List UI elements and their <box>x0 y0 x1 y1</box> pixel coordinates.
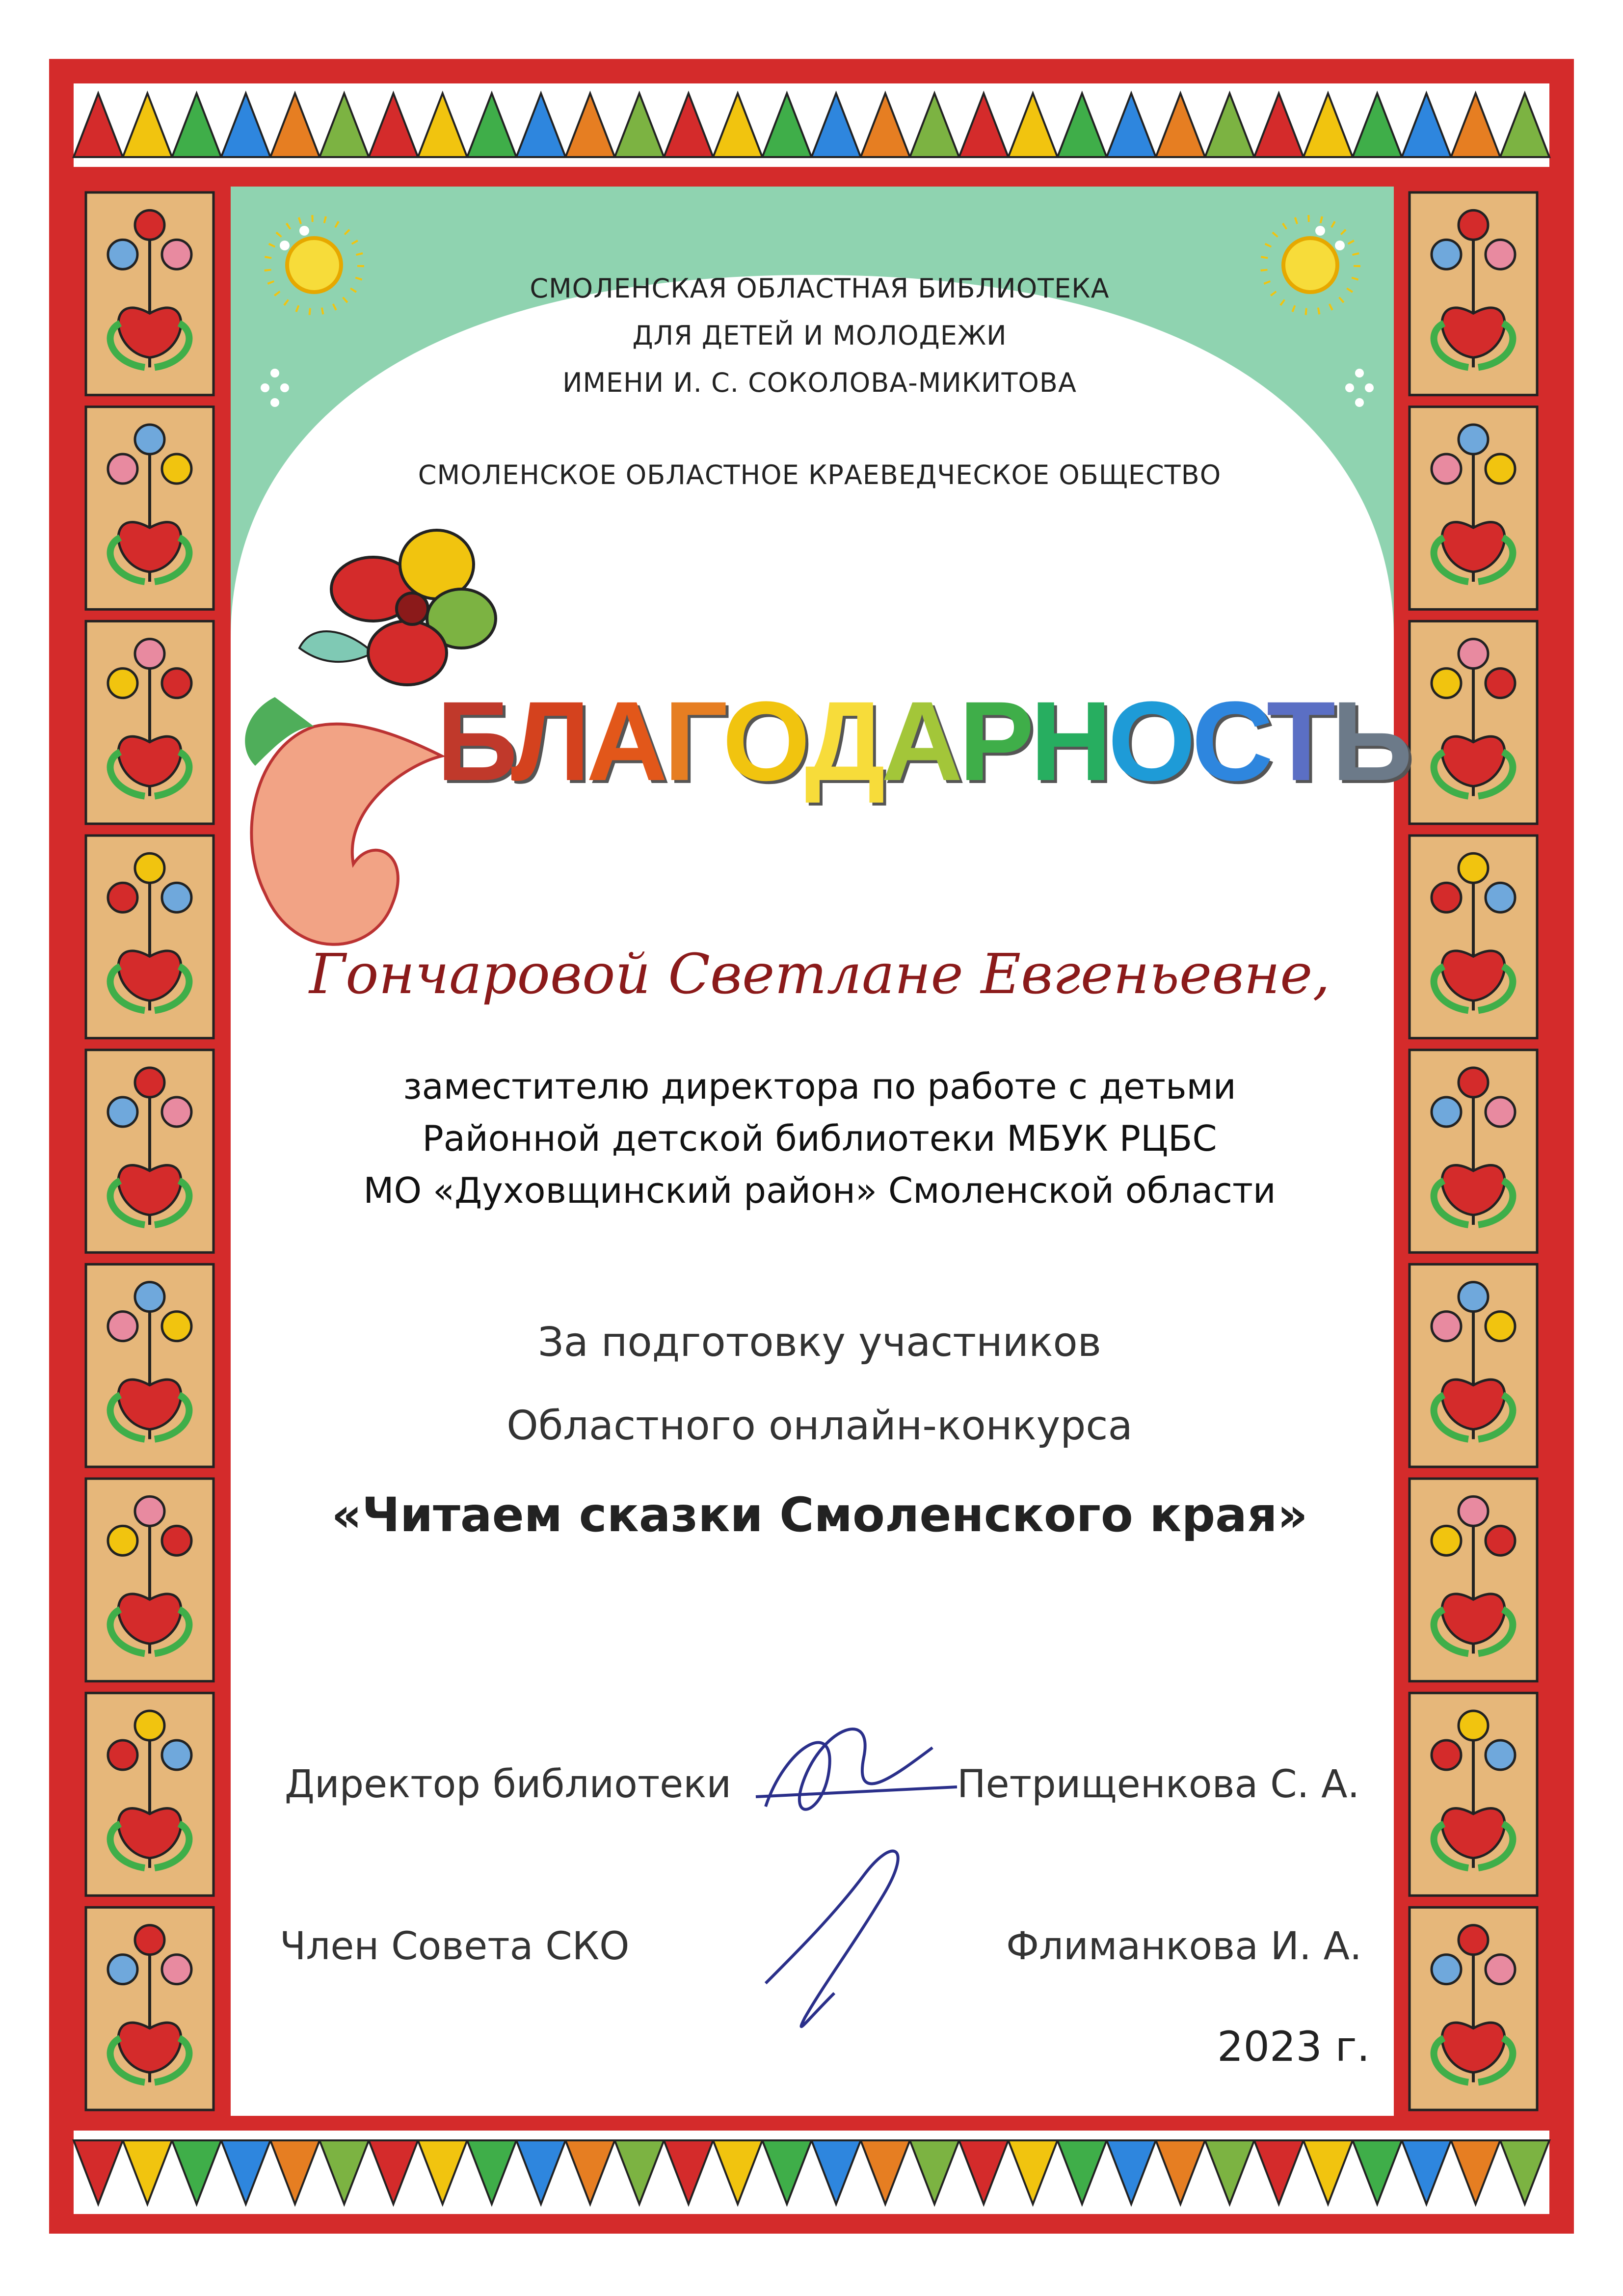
berry-ornament <box>1486 883 1515 912</box>
berry-ornament <box>1459 639 1488 669</box>
reason-line-2: Областного онлайн-конкурса <box>506 1403 1133 1449</box>
berry-ornament <box>162 1955 191 1984</box>
berry-ornament <box>108 454 137 484</box>
title-letter: А <box>881 678 959 804</box>
berry-ornament <box>1486 1312 1515 1341</box>
position-line-3: МО «Духовщинский район» Смоленской области <box>363 1170 1276 1211</box>
berry-ornament <box>1459 210 1488 240</box>
berry-ornament <box>135 1711 164 1740</box>
berry-ornament <box>108 1740 137 1770</box>
berry-ornament <box>1459 853 1488 883</box>
member-role: Член Совета СКО <box>280 1924 630 1969</box>
berry-ornament <box>1486 669 1515 698</box>
title-letter: Г <box>664 678 722 804</box>
berry-ornament <box>1486 1526 1515 1555</box>
berry-ornament <box>135 1925 164 1955</box>
title-letter: Б <box>436 678 511 804</box>
title-letter: Р <box>958 678 1031 804</box>
berry-ornament <box>1459 1068 1488 1097</box>
berry-ornament <box>1432 1740 1461 1770</box>
title-letter: Н <box>1030 678 1108 804</box>
berry-ornament <box>1486 1097 1515 1127</box>
berry-ornament <box>1486 454 1515 484</box>
title-letter: А <box>586 678 664 804</box>
director-name: Петрищенкова С. А. <box>957 1762 1360 1807</box>
berry-ornament <box>108 1955 137 1984</box>
berry-ornament <box>108 1312 137 1341</box>
berry-ornament <box>108 669 137 698</box>
berry-ornament <box>1432 240 1461 269</box>
berry-ornament <box>162 1312 191 1341</box>
berry-ornament <box>1486 1740 1515 1770</box>
document-year: 2023 г. <box>1217 2023 1370 2071</box>
title-letter: Т <box>1266 678 1332 804</box>
berry-ornament <box>1459 425 1488 454</box>
org-line-2: ДЛЯ ДЕТЕЙ И МОЛОДЕЖИ <box>632 320 1007 351</box>
berry-ornament <box>1486 240 1515 269</box>
berry-ornament <box>135 1496 164 1526</box>
berry-ornament <box>1459 1282 1488 1312</box>
berry-ornament <box>108 1097 137 1127</box>
berry-ornament <box>135 853 164 883</box>
berry-ornament <box>1432 1312 1461 1341</box>
recipient-name: Гончаровой Светлане Евгеньевне, <box>309 943 1330 1006</box>
member-name: Флиманкова И. А. <box>1006 1924 1362 1969</box>
berry-ornament <box>1432 883 1461 912</box>
title-letter: Д <box>804 678 881 804</box>
berry-ornament <box>162 1526 191 1555</box>
berry-ornament <box>162 454 191 484</box>
title-letter: О <box>1108 678 1192 804</box>
berry-ornament <box>1432 1097 1461 1127</box>
berry-ornament <box>162 669 191 698</box>
berry-ornament <box>1459 1925 1488 1955</box>
left-flower-panels <box>86 192 213 2110</box>
berry-ornament <box>162 1097 191 1127</box>
title-letter: О <box>722 678 805 804</box>
position-line-2: Районной детской библиотеки МБУК РЦБС <box>422 1118 1217 1159</box>
contest-name: «Читаем сказки Смоленского края» <box>331 1487 1308 1542</box>
document-title <box>432 677 1413 805</box>
berry-ornament <box>1432 1526 1461 1555</box>
reason-line-1: За подготовку участников <box>538 1319 1101 1366</box>
berry-ornament <box>1432 669 1461 698</box>
position-line-1: заместителю директора по работе с детьми <box>403 1066 1236 1107</box>
berry-ornament <box>135 210 164 240</box>
title-letter: С <box>1192 678 1267 804</box>
berry-ornament <box>162 240 191 269</box>
berry-ornament <box>1432 454 1461 484</box>
org-line-3: ИМЕНИ И. С. СОКОЛОВА-МИКИТОВА <box>562 367 1077 398</box>
berry-ornament <box>135 1068 164 1097</box>
berry-ornament <box>135 639 164 669</box>
berry-ornament <box>108 883 137 912</box>
berry-ornament <box>135 1282 164 1312</box>
berry-ornament <box>162 883 191 912</box>
org-line-4: СМОЛЕНСКОЕ ОБЛАСТНОЕ КРАЕВЕДЧЕСКОЕ ОБЩЕСТВО <box>418 459 1222 490</box>
berry-ornament <box>135 425 164 454</box>
org-line-1: СМОЛЕНСКАЯ ОБЛАСТНАЯ БИБЛИОТЕКА <box>530 273 1110 304</box>
berry-ornament <box>162 1740 191 1770</box>
berry-ornament <box>108 1526 137 1555</box>
director-role: Директор библиотеки <box>285 1762 732 1807</box>
title-letter: Л <box>511 678 586 804</box>
berry-ornament <box>108 240 137 269</box>
berry-ornament <box>1432 1955 1461 1984</box>
title-letter: Ь <box>1331 678 1409 804</box>
berry-ornament <box>1459 1496 1488 1526</box>
right-flower-panels <box>1410 192 1537 2110</box>
berry-ornament <box>1486 1955 1515 1984</box>
berry-ornament <box>1459 1711 1488 1740</box>
